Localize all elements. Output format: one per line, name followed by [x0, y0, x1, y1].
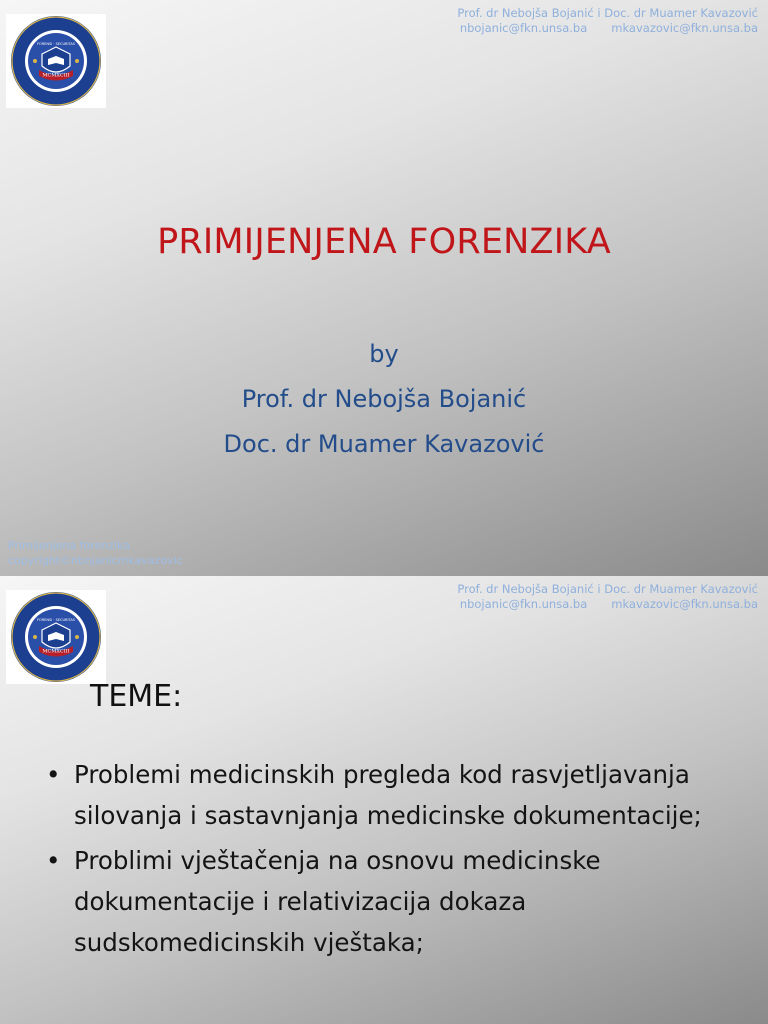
header-email-2[interactable]: mkavazovic@fkn.unsa.ba [611, 597, 758, 611]
faculty-seal-icon [9, 590, 103, 684]
header-info [457, 6, 758, 36]
header-authors: Prof. dr Nebojša Bojanić i Doc. dr Muamer Kavazović [457, 6, 758, 20]
footer-course: Primijenjena forenzika [8, 539, 130, 552]
svg-text:MCMXCIII: MCMXCIII [42, 72, 70, 79]
header-info [457, 582, 758, 612]
faculty-seal-icon [9, 14, 103, 108]
bullet-icon: • [46, 846, 61, 875]
faculty-logo [6, 590, 106, 684]
header-email-1[interactable]: nbojanic@fkn.unsa.ba [459, 597, 588, 611]
footer-copyright: copyright©nbojanicmkavazovic [8, 554, 183, 567]
svg-text:MCMXCIII: MCMXCIII [42, 648, 70, 655]
by-label: by [369, 340, 399, 368]
faculty-logo [6, 14, 106, 108]
author-1: Prof. dr Nebojša Bojanić [241, 385, 527, 413]
svg-text:FORENSI · SECURITAS: FORENSI · SECURITAS [36, 42, 76, 46]
slide-footer [8, 538, 183, 568]
list-item-text: Problimi vještačenja na osnovu medicinske dokumentacije i relativizacija dokaza sudskomedicinskih vještaka; [74, 846, 601, 957]
header-email-2[interactable]: mkavazovic@fkn.unsa.ba [611, 21, 758, 35]
slide-title: PRIMIJENJENA FORENZIKA [157, 222, 611, 262]
svg-text:FORENSI · SECURITAS: FORENSI · SECURITAS [36, 618, 76, 622]
header-email-1[interactable]: nbojanic@fkn.unsa.ba [459, 21, 588, 35]
list-item-text: Problemi medicinskih pregleda kod rasvjetljavanja silovanja i sastavnjanja medicinske dokumentacije; [74, 760, 702, 830]
author-block [0, 332, 768, 467]
bullet-icon: • [46, 760, 61, 789]
topics-slide [0, 576, 768, 1024]
list-item [46, 840, 718, 963]
topic-list [46, 754, 718, 967]
topics-heading: TEME: [90, 679, 183, 714]
author-2: Doc. dr Muamer Kavazović [223, 430, 545, 458]
list-item [46, 754, 718, 836]
header-authors: Prof. dr Nebojša Bojanić i Doc. dr Muamer Kavazović [457, 582, 758, 596]
